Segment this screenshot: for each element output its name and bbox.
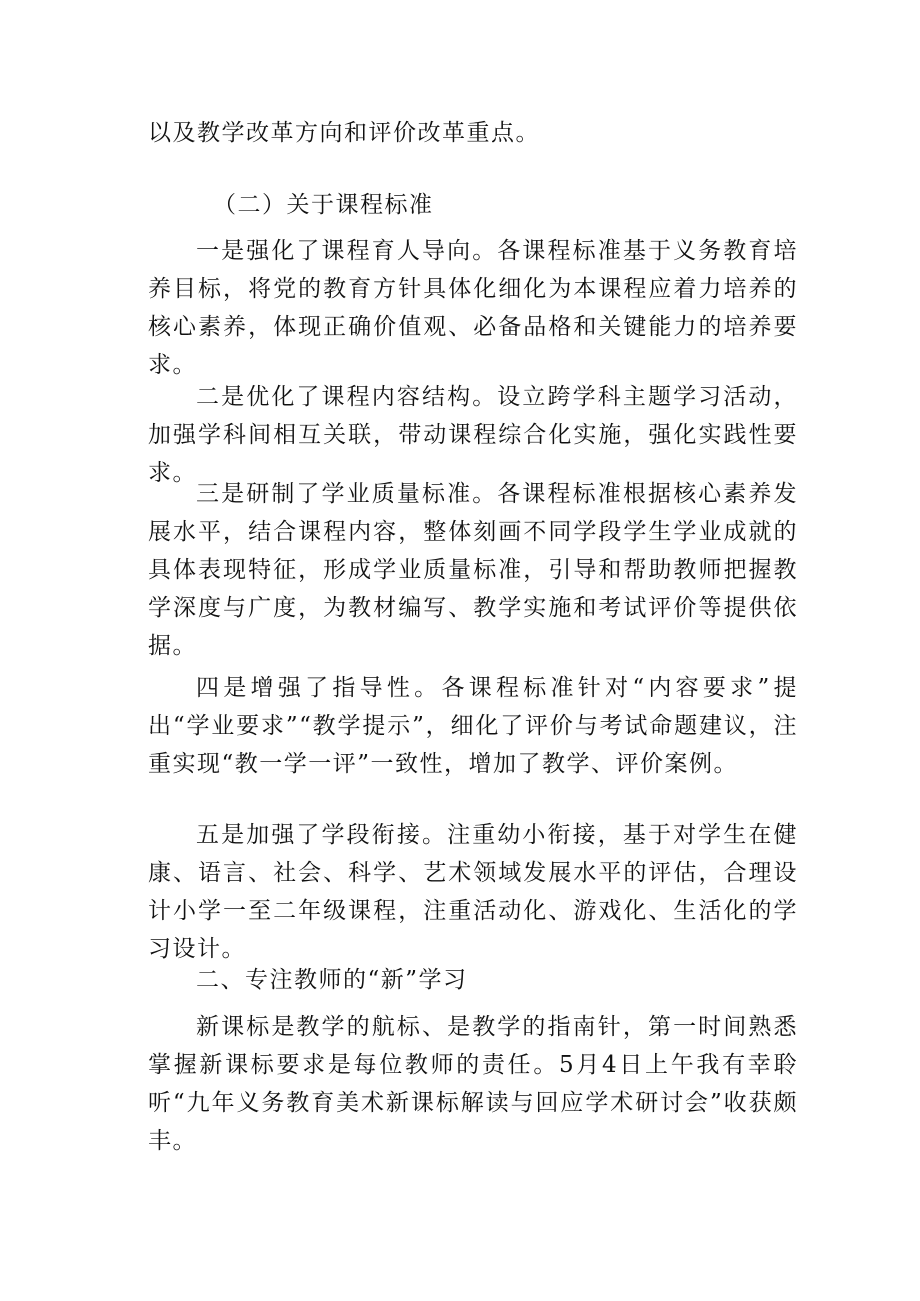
- section-heading-teacher-learning: 二、专注教师的“新”学习: [196, 967, 468, 993]
- paragraph-point-three: 三是研制了学业质量标准。各课程标准根据核心素养发展水平，结合课程内容，整体刻画不同学段学生学业成就的具体表现特征，形成学业质量标准，引导和帮助教师把握教学深度与广度，为教材编写、教学实施和考试评价等提供依据。: [148, 481, 798, 659]
- paragraph-point-four: 四是增强了指导性。各课程标准针对“内容要求”提出“学业要求”“教学提示”，细化了评价与考试命题建议，注重实现“教一学一评”一致性，增加了教学、评价案例。: [148, 675, 798, 777]
- paragraph-point-two: 二是优化了课程内容结构。设立跨学科主题学习活动，加强学科间相互关联，带动课程综合化实施，强化实践性要求。: [148, 384, 798, 486]
- paragraph-new-standards: 新课标是教学的航标、是教学的指南针，第一时间熟悉掌握新课标要求是每位教师的责任。5月4日上午我有幸聆听“九年义务教育美术新课标解读与回应学术研讨会”收获颇丰。: [148, 1014, 798, 1154]
- paragraph-point-five: 五是加强了学段衔接。注重幼小衔接，基于对学生在健康、语言、社会、科学、艺术领域发展水平的评估，合理设计小学一至二年级课程，注重活动化、游戏化、生活化的学习设计。: [148, 822, 798, 962]
- section-heading-curriculum-standards: （二）关于课程标准: [213, 192, 434, 218]
- paragraph-continuation: 以及教学改革方向和评价改革重点。: [148, 120, 540, 146]
- paragraph-point-one: 一是强化了课程育人导向。各课程标准基于义务教育培养目标，将党的教育方针具体化细化为本课程应着力培养的核心素养，体现正确价值观、必备品格和关键能力的培养要求。: [148, 238, 798, 378]
